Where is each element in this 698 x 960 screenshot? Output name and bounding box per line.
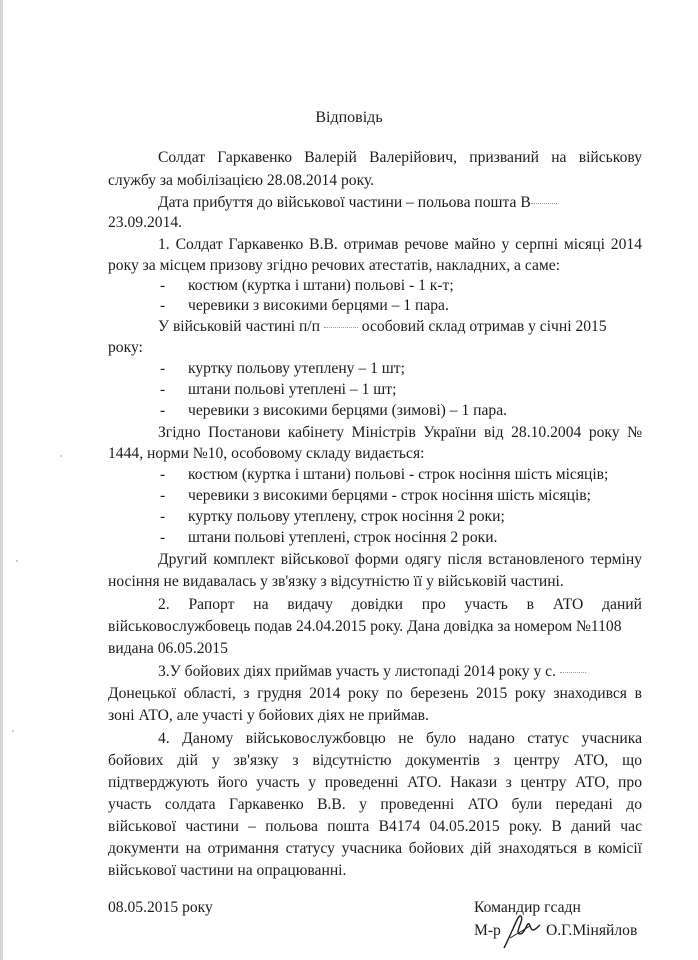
section4-line-7: військової частини на опрацюванні. — [108, 862, 347, 879]
section3-line-1-text: 3.У бойових діях приймав участь у листопаді 2014 року у с. — [158, 663, 556, 680]
arrival-text: Дата прибуття до військової частини – польова пошта — [158, 194, 517, 211]
redacted-mark — [324, 319, 358, 328]
section4-line-6: документи на отримання статусу учасника бойових дій знаходяться в комісії — [108, 840, 642, 857]
bullet-dash: - — [160, 402, 166, 419]
scan-speck — [12, 730, 14, 732]
bullet-dash: - — [160, 360, 166, 377]
list-item: куртку польову утеплену, строк носіння 2 роки; — [188, 508, 505, 525]
decree-line-2: 1444, норми №10, особовому складу видається: — [108, 445, 425, 462]
section4-line-1: 4. Даному військовослужбовцю не було надано статус учасника — [158, 730, 642, 747]
unit-line — [158, 317, 642, 337]
list-item: костюм (куртка і штани) польові - 1 к-т; — [188, 277, 454, 294]
arrival-date: 23.09.2014. — [108, 214, 183, 231]
document-title: Відповідь — [315, 109, 383, 126]
bullet-dash: - — [160, 381, 166, 398]
section2-line-1: 2. Рапорт на видачу довідки про участь в АТО даний — [158, 596, 642, 613]
intro-line-1: Солдат Гаркавенко Валерій Валерійович, призваний на військову — [158, 149, 642, 166]
list-item: штани польові утеплені, строк носіння 2 роки. — [188, 529, 498, 546]
decree-line-1: Згідно Постанови кабінету Міністрів України від 28.10.2004 року № — [158, 424, 642, 441]
bullet-dash: - — [160, 508, 166, 525]
intro-line-2: службу за мобілізацією 28.08.2014 року. — [108, 172, 375, 189]
list-item: костюм (куртка і штани) польові - строк носіння шість місяців; — [188, 466, 609, 483]
unit-line-start: У військовій частині п/п — [158, 318, 320, 335]
redacted-mark — [531, 195, 557, 204]
document-date: 08.05.2015 року — [108, 899, 213, 916]
scan-speck — [60, 455, 62, 457]
list-item: черевики з високими берцями (зимові) – 1 пара. — [188, 402, 508, 419]
section2-line-2: військовослужбовець подав 24.04.2015 року. Дана довідка за номером №1108 — [108, 618, 622, 635]
section4-line-3: підтверджують його участь у проведенні АТО. Накази з центру АТО, про — [108, 774, 642, 791]
bullet-dash: - — [160, 487, 166, 504]
list-item: куртку польову утеплену – 1 шт; — [188, 360, 405, 377]
signer-position: Командир гсадн — [474, 899, 581, 916]
redacted-mark — [560, 664, 586, 673]
bullet-dash: - — [160, 466, 166, 483]
scan-edge — [0, 0, 3, 960]
second-set-line-1: Другий комплект військової форми одягу після встановленого терміну — [158, 551, 642, 568]
list-item: черевики з високими берцями - строк носіння шість місяців; — [188, 487, 591, 504]
list-item: штани польові утеплені – 1 шт; — [188, 381, 397, 398]
section1-line-1: 1. Солдат Гаркавенко В.В. отримав речове майно у серпні місяці 2014 — [158, 236, 642, 253]
bullet-dash: - — [160, 277, 166, 294]
unit-line-2: року: — [108, 339, 143, 356]
list-item: черевики з високими берцями – 1 пара. — [188, 297, 449, 314]
second-set-line-2: носіння не видавалась у зв'язку з відсутністю її у військовій частині. — [108, 573, 564, 590]
section3-line-2: Донецької області, з грудня 2014 року по березень 2015 року знаходився в — [108, 685, 642, 702]
signer-name: О.Г.Міняйлов — [546, 922, 638, 939]
section1-line-2: року за місцем призову згідно речових атестатів, накладних, а саме: — [108, 257, 561, 274]
bullet-dash: - — [160, 297, 166, 314]
bullet-dash: - — [160, 529, 166, 546]
section3-line-1 — [158, 662, 586, 682]
unit-line-end: особовий склад отримав у січні 2015 — [361, 318, 607, 335]
signature-mark — [500, 908, 544, 952]
section4-line-2: бойових дій у зв'язку з відсутністю документів з центру АТО, що — [108, 752, 642, 769]
arrival-mark: В — [520, 194, 531, 211]
section4-line-4: участь солдата Гаркавенко В.В. у проведенні АТО були передані до — [108, 796, 642, 813]
arrival-line — [158, 193, 642, 213]
section2-line-3: видана 06.05.2015 — [108, 640, 228, 657]
section3-line-3: зоні АТО, але участі у бойових діях не приймав. — [108, 707, 429, 724]
section4-line-5: військової частини – польова пошта В4174 04.05.2015 року. В даний час — [108, 818, 642, 835]
scan-speck — [16, 560, 18, 562]
signer-rank: М-р — [474, 922, 501, 939]
